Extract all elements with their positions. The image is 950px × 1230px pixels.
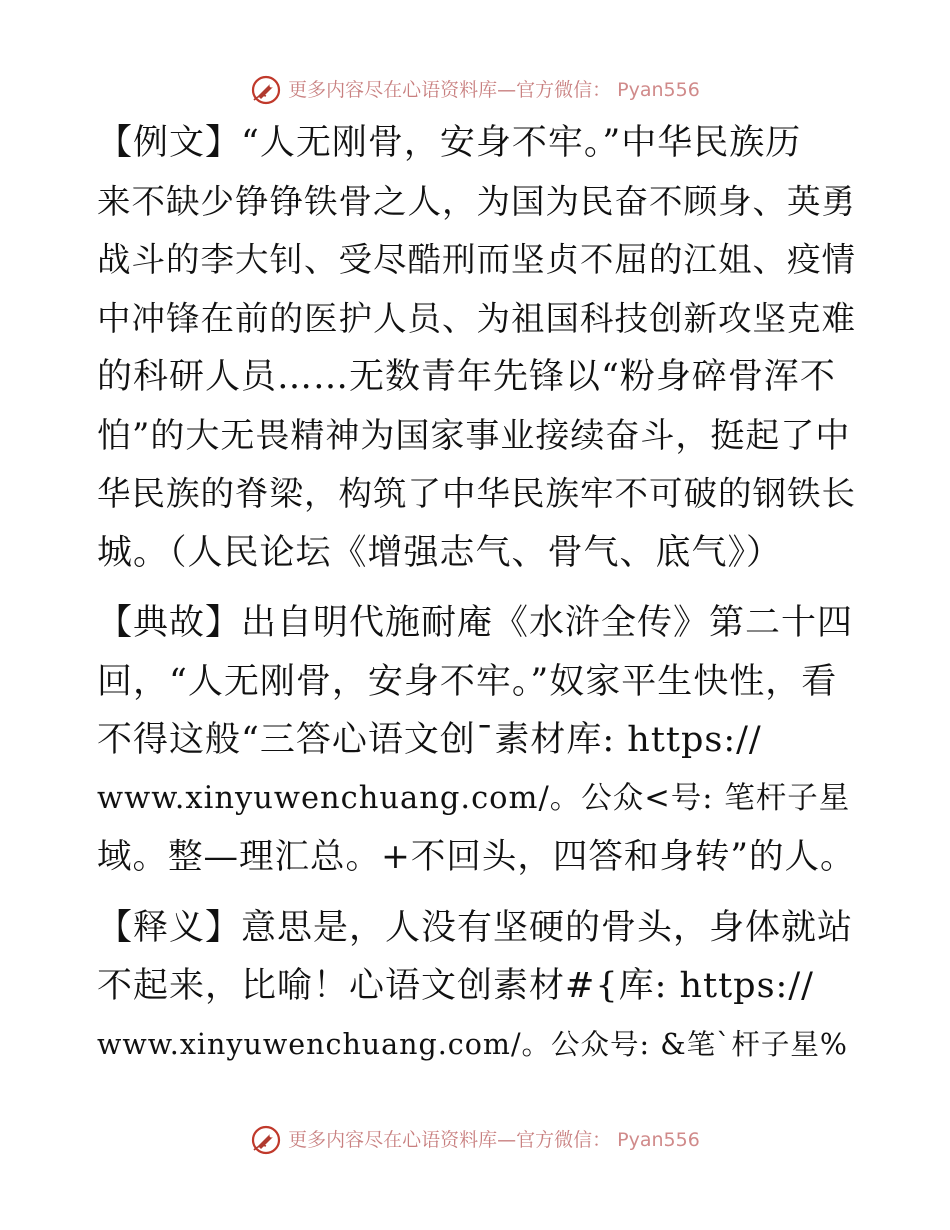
watermark-brand: Pyan556 — [617, 1129, 700, 1151]
paragraph-line: 域。整—理汇总。+不回头，四答和身转”的人。 — [97, 837, 856, 877]
paragraph-line: 城。（人民论坛《增强志气、骨气、底气》） — [97, 532, 783, 573]
paragraph-line: www.xinyuwenchuang.com/。公众<号: 笔杆子星 — [97, 780, 851, 816]
paragraph-line: 不起来，比喻！心语文创素材#{库: https:// — [97, 966, 814, 1006]
paragraph-line: 华民族的脊梁，构筑了中华民族牢不可破的钢铁长 — [97, 474, 856, 513]
paragraph-example — [97, 114, 857, 582]
document-body — [97, 114, 857, 1086]
paragraph-allusion — [97, 594, 857, 887]
paragraph-line: 回，“人无刚骨，安身不牢。”奴家平生快性，看 — [97, 661, 838, 702]
header-watermark — [0, 74, 950, 106]
paragraph-line: 中冲锋在前的医护人员、为祖国科技创新攻坚克难 — [97, 298, 856, 338]
paragraph-line: 【释义】意思是，人没有坚硬的骨头，身体就站 — [97, 907, 854, 948]
pen-nib-circle-icon — [250, 1124, 282, 1156]
pen-nib-circle-icon — [250, 74, 282, 106]
paragraph-line: 来不缺少铮铮铁骨之人，为国为民奋不顾身、英勇 — [97, 181, 856, 221]
watermark-text: 更多内容尽在心语资料库—官方微信： — [288, 79, 612, 101]
paragraph-line: 【例文】“人无刚骨，安身不牢。”中华民族历 — [97, 123, 802, 163]
paragraph-meaning — [97, 899, 857, 1075]
paragraph-line: 的科研人员……无数青年先锋以“粉身碎骨浑不 — [97, 357, 836, 397]
paragraph-line: www.xinyuwenchuang.com/。公众号: &笔`杆子星% — [97, 1027, 848, 1061]
watermark-brand: Pyan556 — [617, 79, 700, 101]
footer-watermark — [0, 1124, 950, 1156]
paragraph-line: 【典故】出自明代施耐庵《水浒全传》第二十四 — [97, 603, 854, 643]
watermark-text: 更多内容尽在心语资料库—官方微信： — [288, 1129, 612, 1151]
paragraph-line: 不得这般“三答心语文创¯素材库: https:// — [97, 720, 762, 760]
paragraph-line: 怕”的大无畏精神为国家事业接续奋斗，挺起了中 — [97, 415, 851, 456]
paragraph-line: 战斗的李大钊、受尽酷刑而坚贞不屈的江姐、疫情 — [97, 240, 856, 279]
